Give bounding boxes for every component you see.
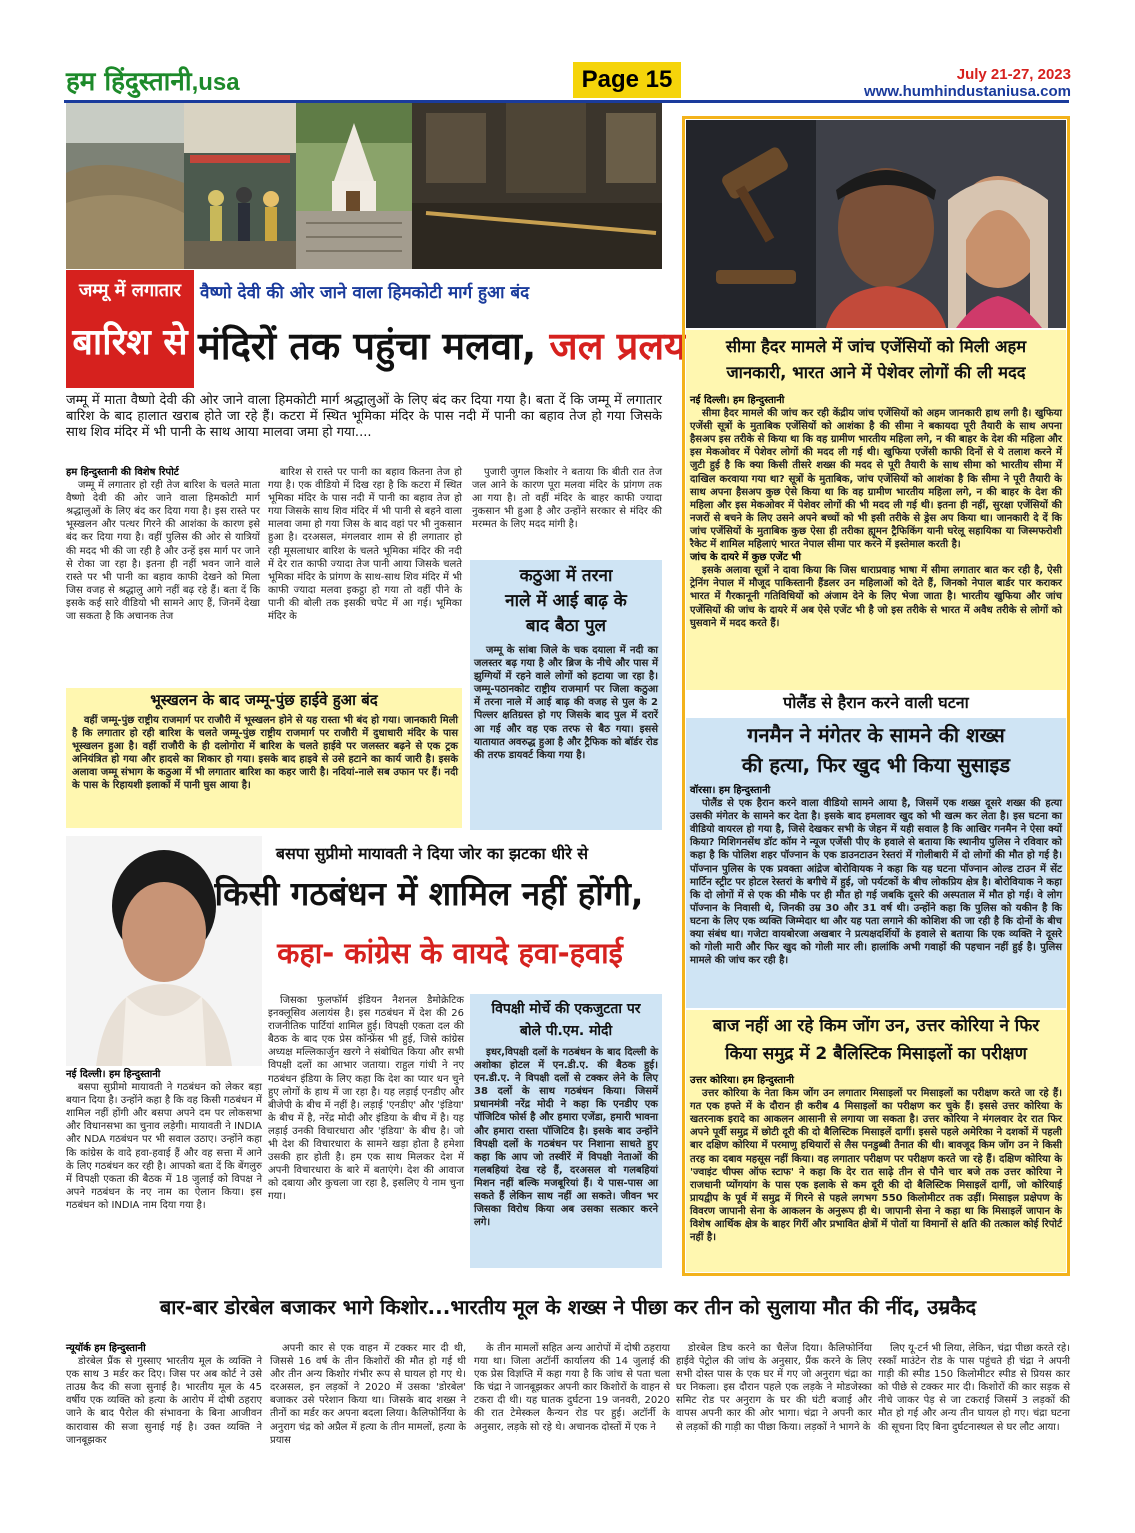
story7-headline: गनमैन ने मंगेतर के सामने की शख्स की हत्या, फिर खुद भी किया सुसाइड bbox=[741, 723, 1011, 777]
story7-body: वॉरसा। हम हिन्दुस्तानी पोलैंड से एक हैरान करने वाला वीडियो सामने आया है, जिसमें एक शख्स दूसरे शख्स की हत्या उसकी मंगेतर के सामने कर देता है। इसके बाद हमलावर खुद को भी खत्म कर लेता है। इस घटना का वीडियो वायरल हो गया है, जिसे देखकर सभी के जेहन में यही सवाल है कि आखिर गनमैन ने ऐसा क्यों किया? मिशिगनसेंथ डॉट कॉम ने न्यूज एजेंसी पीए के हवाले से बताया कि स्थानीय पुलिस ने रविवार को कहा है कि पोलिश शहर पॉज्नान के एक डाउनटाउन रेस्तरां में गोलीबारी में दो लोगों की मौत हो गई है। पॉज्नान पुलिस के एक प्रवक्ता आंद्रेज बोरोविायक ने कहा कि यह घटना पॉज्नान ओल्ड टाउन में सेंट मार्टिन स्ट्रीट पर होटल रेस्तरां के बगीचे में हुई, जो पर्यटकों के बीच लोकप्रिय क्षेत्र है। बोरोवियाक ने कहा कि दो लोगों में से एक की मौके पर ही मौत हो गई जबकि दूसरे की अस्पताल में मौत हो गई। वे लोग पॉज्नान के निवासी थे, जिनकी उम्र 30 और 31 वर्ष थी। उन्होंने कहा कि पुलिस को यकीन है कि घटना के लिए एक व्यक्ति जिम्मेदार था और यह पता लगाने की कोशिश की जा रही है कि दोनों के बीच क्या संबंध था। गजेटा वायबोरजा अखबार ने प्रत्यक्षदर्शियों के हवाले से बताया कि एक व्यक्ति ने दूसरे को गोली मारी और फिर खुद को गोली मार ली। हालांकि अभी गवाहों की पहचान नहीं हुई है। पुलिस मामले की जांच कर रही है। bbox=[690, 785, 1062, 967]
story9-col5: लिए यू-टर्न भी लिया, लेकिन, चंद्रा पीछा करते रहे। रस्कॉं माउंटेन रोड के पास पहुंचते ही चंद्रा ने अपनी गाड़ी की स्पीड 150 किलोमीटर स्पीड से प्रियस कार को पीछे से टक्कर मार दी। किशोरों की कार सड़क से नीचे जाकर पेड़ से जा टकराई जिसमें 3 लड़कों की मौत हो गई और अन्य तीन घायल हो गए। चंद्रा घटना की सूचना दिए बिना दुर्घटनास्थल से घर लौट आया। bbox=[878, 1343, 1070, 1433]
story1-headline bbox=[198, 318, 687, 388]
story6-headline: सीमा हैदर मामले में जांच एजेंसियों को मिली अहम जानकारी, भारत आने में पेशेवर लोगों की ली मदद bbox=[725, 337, 1027, 382]
story9-col3: के तीन मामलों सहित अन्य आरोपों में दोषी ठहराया गया था। जिला अटॉर्नी कार्यालय की 14 जुलाई की एक प्रेस विज्ञप्ति में कहा गया है कि जांच से पता चला कि चंद्रा ने जानबूझकर अपनी कार किशोरों के वाहन से टकरा दी थी। यह घातक दुर्घटना 19 जनवरी, 2020 की रात टेमेस्कल कैन्यन रोड पर हुई। अटॉर्नी के अनुसार, लड़के सो रहे थे। अचानक दोस्तों में एक ने bbox=[474, 1343, 670, 1433]
story1-col2: बारिश से रास्ते पर पानी का बहाव कितना तेज हो गया है। एक वीडियो में दिख रहा है कि कटरा में स्थित भूमिका मंदिर के पास नदी में पानी का बहाव तेज हो गया जिसके साथ शिव मंदिर में भी पानी से बहने वाला मालवा जमा हो गया जिस के बाद वहां पर भी नुकसान हुआ है। दरअसल, मंगलवार शाम से ही लगातार हो रही मूसलाधार बारिश के चलते भूमिका मंदिर की नदी में देर रात काफी ज्यादा तेज पानी आया जिसके चलते भूमिका मंदिर के प्रांगण के साथ-साथ शिव मंदिर में भी काफी ज्यादा मलवा इकट्ठा हो गया तो वहीं पीने के पानी की बोली तक इसकी चपेट में आ गई। भूमिका मंदिर के bbox=[268, 467, 462, 623]
story1-intro: जम्मू में माता वैष्णो देवी की ओर जाने वाला हिमकोटी मार्ग श्रद्धालुओं के लिए बंद कर दिया गया है। बता दें कि जम्मू में लगातार बारिश के बाद हालात खराब होते जा रहे हैं। कटरा में स्थित भूमिका मंदिर के पास नदी में पानी का बहाव तेज हो गया जिसके साथ शिव मंदिर में भी पानी के साथ आया मालवा जमा हो गया.... bbox=[66, 393, 662, 440]
story4-col1: नई दिल्ली। हम हिन्दुस्तानी बसपा सुप्रीमो मायावती ने गठबंधन को लेकर बड़ा बयान दिया है। उन्होंने कहा है कि वह किसी गठबंधन में शामिल नहीं होंगी और बसपा अपने दम पर लोकसभा और विधानसभा का चुनाव लड़ेगी। मायावती ने INDIA और NDA गठबंधन पर भी सवाल उठाए। उन्होंने कहा कि कांग्रेस के वादे हवा-हवाई हैं और वह सत्ता में आने के लिए गठबंधन कर रही है। आपको बता दें कि बेंगलुरु में विपक्षी एकता की बैठक में 18 जुलाई को विपक्ष ने अपने गठबंधन के नए नाम का ऐलान किया। इस गठबंधन को INDIA नाम दिया गया है। bbox=[66, 1069, 262, 1211]
story6-body: नई दिल्ली। हम हिन्दुस्तानी सीमा हैदर मामले की जांच कर रही केंद्रीय जांच एजेंसियों को अहम जानकारी हाथ लगी है। खुफिया एजेंसी सूत्रों के मुताबिक एजेंसियों को आशंका है की सीमा ने बकायदा पूरी तैयारी के साथ अपना हैसअप इस तरीके से किया था कि वह ग्रामीण भारतीय महिला लगे, न की बाहर के देश की महिला और इस मेकओवर में पेशेवर लोगों की मदद ली गई थी। खुफिया एजेंसी काफी दिनों से ये तलाश करने में जुटी हुई है कि क्या किसी तीसरे शख्स की मदद से पूरी तैयारी के साथ सीमा को भारतीय सीमा में दाखिल करवाया गया था? सूत्रों के मुताबिक, जांच एजेंसियों को आशंका है कि सीमा ने पूरी तैयारी के साथ अपना हैसअप कुछ ऐसे किया था कि वह ग्रामीण भारतीय महिला लगे, न की बाहर के देश की महिला और इस मेकओवर में पेशेवर लोगों की भी मदद ली गई थी। इतना ही नहीं, सुरक्षा एजेंसियों की नजरों से बचने के लिए उसने अपने बच्चों को भी इसी तरीके से ड्रेस अप किया था। जानकारी दे दें कि जांच एजेंसियों के मुताबिक कुछ ऐसा ही तरीका ह्यूमन ट्रैफिकिंग यानी घरेलू सहायिका या जिस्मफरोशी रैकेट में शामिल महिलाएं भारत नेपाल सीमा पार करने में इस्तेमाल करती है। जांच के दायरे में कुछ एजेंट भी इसके अलावा सूत्रों ने दावा किया कि जिस धाराप्रवाह भाषा में सीमा लगातार बात कर रही है, ऐसी ट्रेनिंग नेपाल में मौजूद पाकिस्तानी हैंडलर उन महिलाओं को देते हैं, जिनको नेपाल बार्डर पार कराकर भारत में गैरकानूनी गतिविधियों को अंजाम देने के लिए भेजा जाता है। भारतीय खुफिया और जांच एजेंसियों की जांच के दायरे में अब ऐसे एजेंट भी है जो इस तरीके से भारत में अवैध तरीके से लोगों को घुसवाने में मदद करते हैं। bbox=[690, 395, 1062, 629]
story6-subhead: जांच के दायरे में कुछ एजेंट भी bbox=[690, 552, 801, 564]
story9-col2: अपनी कार से एक वाहन में टक्कर मार दी थी, जिससे 16 वर्ष के तीन किशोरों की मौत हो गई थी और तीन अन्य किशोर गंभीर रूप से घायल हो गए थे। दरअसल, इन लड़कों ने 2020 में उसका 'डोरबेल' बजाकर उसे परेशान किया था। जिसके बाद शख्स ने तीनों का मर्डर कर अपना बदला लिया। कैलिफोर्निया के अनुराग चंद्र को अप्रैल में हत्या के तीन मामलों, हत्या के प्रयास bbox=[270, 1343, 466, 1446]
story4-headline: किसी गठबंधन में शामिल नहीं होंगी, bbox=[214, 874, 644, 913]
page-number: Page 15 bbox=[573, 62, 681, 98]
story9-headline: बार-बार डोरबेल बजाकर भागे किशोर...भारतीय मूल के शख्स ने पीछा कर तीन को सुलाया मौत की नींद, उम्रकैद bbox=[159, 1295, 977, 1319]
story5-body: इधर,विपक्षी दलों के गठबंधन के बाद दिल्ली के अशोका होटल में एन.डी.ए. की बैठक हुई। एन.डी.ए. ने विपक्षी दलों से टक्कर लेने के लिए 38 दलों के साथ गठबंधन किया। जिसमें प्रधानमंत्री नरेंद्र मोदी ने कहा कि एनडीए एक पॉजिटिव फोर्स है और हमारा एजेंडा, हमारी भावना और हमारा रास्ता पॉजिटिव है। इसके बाद उन्होंने विपक्षी दलों के गठबंधन पर निशाना साधते हुए कहा कि आप जो तस्वीरें में विपक्षी नेताओं की गलबहियां देख रहे हैं, दरअसल वो गलबहियां मिशन नहीं बल्कि मजबूरियां हैं। ये पास-पास आ सकते हैं लेकिन साथ नहीं आ सकते। जीवन भर जिसका विरोध किया अब उसका सत्कार करने लगे। bbox=[474, 1047, 658, 1229]
story1-headline-red: जल प्रलय bbox=[549, 324, 687, 368]
masthead-logo: हम हिंदुस्तानी,usa bbox=[66, 67, 240, 97]
story1-col3: पुजारी जुगल किशोर ने बताया कि बीती रात तेज जल आने के कारण पूरा मलवा मंदिर के प्रांगण तक आ गया है। तो वहीं मंदिर के बाहर काफी ज्यादा नुकसान भी हुआ है और उन्होंने सरकार से मंदिर की मरम्मत के लिए मदद मांगी है। bbox=[472, 467, 662, 531]
story7-byline: वॉरसा। हम हिन्दुस्तानी bbox=[690, 785, 771, 796]
story8-byline: उत्तर कोरिया। हम हिन्दुस्तानी bbox=[690, 1075, 794, 1086]
story1-subhead: वैष्णो देवी की ओर जाने वाला हिमकोटी मार्ग हुआ बंद bbox=[200, 283, 530, 303]
story4-byline: नई दिल्ली। हम हिन्दुस्तानी bbox=[66, 1069, 161, 1080]
story9-col1: न्यूयॉर्क हम हिन्दुस्तानी डोरबेल प्रैंक से गुस्साए भारतीय मूल के व्यक्ति ने एक साथ 3 मर्डर कर दिए। जिस पर अब कोर्ट ने उसे ताउम्र कैद की सजा सुनाई है। भारतीय मूल के 45 वर्षीय एक व्यक्ति को हत्या के आरोप में दोषी ठहराए जाने के बाद पैरोल की संभावना के बिना आजीवन कारावास की सजा सुनाई गई है। उक्त व्यक्ति ने जानबूझकर bbox=[66, 1343, 262, 1446]
story8-headline: बाज नहीं आ रहे किम जोंग उन, उत्तर कोरिया ने फिर किया समुद्र में 2 बैलिस्टिक मिसाइलों का परीक्षण bbox=[712, 1016, 1040, 1064]
story7-kicker: पोलैंड से हैरान करने वाली घटना bbox=[783, 693, 969, 712]
website-link[interactable]: www.humhindustaniusa.com bbox=[864, 83, 1071, 100]
story1-col1: हम हिन्दुस्तानी की विशेष रिपोर्ट जम्मू में लगातार हो रही तेज बारिश के चलते माता वैष्णो देवी की ओर जाने वाला हिमकोटी मार्ग श्रद्धालुओं के लिए बंद कर दिया गया है। इस रास्ते पर भूस्खलन और पत्थर गिरने की आशंका के कारण इसे बंद कर दिया गया है। वहीं पुलिस की ओर से यात्रियों की मदद भी की जा रही है और उन्हें इस मार्ग पर जाने से रोका जा रहा है। इतना ही नहीं भवन जाने वाले रास्ते पर भी पानी का बहाव काफी देखने को मिला जिस वजह से श्रद्धालु आगे नहीं बढ़ रहे हैं। बता दें कि इसके कई सारे वीडियो भी सामने आए हैं, जिनमें देखा जा सकता है कि अचानक तेज bbox=[66, 467, 260, 623]
story8-body: उत्तर कोरिया। हम हिन्दुस्तानी उत्तर कोरिया के नेता किम जोंग उन लगातार मिसाइलों पर मिसाइलों का परीक्षण करते जा रहे हैं। गत एक हफ्ते में के दौरान ही करीब 4 मिसाइलों का परीक्षण कर चुके हैं। इससे उत्तर कोरिया के खतरनाक इरादे का आकलन आसानी से लगाया जा सकता है। उत्तर कोरिया ने मंगलवार देर रात फिर अपने पूर्वी समुद्र में छोटी दूरी की दो बैलिस्टिक मिसाइलें दागीं। इससे पहले अमेरिका ने दशकों में पहली बार दक्षिण कोरिया में परमाणु हथियारों से लैस पनडुब्बी तैनात की थी। बावजूद किम जोंग उन ने किसी तरह का दबाव महसूस नहीं किया। वह लगातार परीक्षण पर परीक्षण करते जा रहे हैं। दक्षिण कोरिया के 'ज्वाइंट चीफ्स ऑफ स्टाफ' ने कहा कि देर रात साढ़े तीन से पौने चार बजे तक उत्तर कोरिया ने राजधानी प्योंगयांग के पास एक इलाके से कम दूरी की दो बैलिस्टिक मिसाइलें दागीं, जो कोरियाई प्रायद्वीप के पूर्व में समुद्र में गिरने से पहले लगभग 550 किलोमीटर तक उड़ीं। मिसाइल प्रक्षेपण के विवरण जापानी सेना के आकलन के अनुरूप ही थे। जापानी सेना ने कहा था कि मिसाइलें जापान के विशेष आर्थिक क्षेत्र के बाहर गिरीं और प्रभावित क्षेत्रों में पोतों या विमानों से क्षति की तत्काल कोई रिपोर्ट नहीं है। bbox=[690, 1075, 1062, 1244]
story1-kicker-line1: जम्मू में लगातार bbox=[78, 280, 182, 301]
flood-photo-strip bbox=[66, 103, 662, 269]
story4-subhead: कहा- कांग्रेस के वायदे हवा-हवाई bbox=[277, 936, 623, 970]
story1-byline: हम हिन्दुस्तानी की विशेष रिपोर्ट bbox=[66, 467, 179, 478]
story2-headline: भूस्खलन के बाद जम्मू-पुंछ हाईवे हुआ बंद bbox=[150, 691, 378, 709]
story1-kicker-line2: बारिश से bbox=[72, 322, 188, 363]
story1-headline-black: मंदिरों तक पहुंचा मलवा, bbox=[198, 324, 537, 368]
story2-body: वहीं जम्मू-पुंछ राष्ट्रीय राजमार्ग पर राजौरी में भूस्खलन होने से यह रास्ता भी बंद हो गया। जानकारी मिली है कि लगातार हो रही बारिश के चलते जम्मू-पुंछ राष्ट्रीय राजमार्ग पर राजौरी में दुधाधारी मंदिर के पास भूस्खलन हुआ है। वहीं राजौरी के ही दलोगोरा में बारिश के चलते हाईवे पर जलस्तर बढ़ने से एक ट्रक अनियंत्रित हो गया और हादसे का शिकार हो गया। इसके बाद हाइवे से उसे हटाने का कार्य जारी है। इसके अलावा जम्मू संभाग के कठुआ में भी लगातार बारिश का कहर जारी है। नदियां-नाले सब उफान पर हैं। नदी के पास के रिहायशी इलाकों में पानी घुस आया है। bbox=[72, 715, 458, 792]
story5-headline: विपक्षी मोर्चे की एकजुटता पर बोले पी.एम. मोदी bbox=[491, 1001, 641, 1039]
seema-haider-photo bbox=[686, 120, 1066, 328]
story6-byline: नई दिल्ली। हम हिन्दुस्तानी bbox=[690, 395, 785, 406]
story3-body: जम्मू के सांबा जिले के चक दयाला में नदी का जलस्तर बढ़ गया है और ब्रिज के नीचे और पास में झुग्गियों में रहने वाले लोगों को हटाया जा रहा है। जम्मू-पठानकोट राष्ट्रीय राजमार्ग पर जिला कठुआ में तरना नाले में आई बाढ़ की वजह से पुल के 2 पिल्लर क्षतिग्रस्त हो गए जिसके बाद पुल में दरारें आ गई और वह एक तरफ से बैठ गया। इससे यातायात अवरुद्ध हुआ है और ट्रैफिक को बॉर्डर रोड की तरफ डायवर्ट किया गया है। bbox=[474, 645, 659, 761]
story4-kicker: बसपा सुप्रीमो मायावती ने दिया जोर का झटका धीरे से bbox=[275, 844, 589, 863]
story3-headline: कठुआ में तरना नाले में आई बाढ़ के बाद बैठा पुल bbox=[505, 566, 627, 636]
story4-col2: जिसका फुलफॉर्म इंडियन नैशनल डैमोक्रेटिक इनक्लूसिव अलायंस है। इस गठबंधन में देश की 26 राजनीतिक पार्टियां शामिल हुई। विपक्षी एकता दल की बैठक के बाद एक प्रेस कॉन्फ्रेंस भी हुई, जिसे कांग्रेस अध्यक्ष मल्लिकार्जुन खरगे ने संबोधित किया और सभी विपक्षी दलों का आभार जताया। राहुल गांधी ने नए गठबंधन इंडिया के लिए कहा कि देश का प्यार धन चुने हुए लोगों के हाथ में जा रहा है। यह लड़ाई एनडीए और बीजेपी के बीच में नहीं है। लड़ाई 'एनडीए' और 'इंडिया' के बीच में है, नरेंद्र मोदी और इंडिया के बीच में है। यह लड़ाई उनकी विचारधारा और 'इंडिया' के बीच है। जो भी देश की विचारधारा के सामने खड़ा होता है हमेशा उसकी हार होती है। हम एक साथ मिलकर देश में अपनी विचारधारा के बारे में बताएंगे। देश की आवाज को दबाया और कुचला जा रहा है, इसलिए ये नाम चुना गया। bbox=[268, 995, 464, 1203]
story9-byline: न्यूयॉर्क हम हिन्दुस्तानी bbox=[66, 1343, 146, 1354]
story9-col4: डोरबेल डिच करने का चैलेंज दिया। कैलिफोर्निया हाईवे पेट्रोल की जांच के अनुसार, प्रैंक करने के लिए सभी दोस्त पास के एक घर में गए जो अनुराग चंद्रा का घर निकला। इस दौरान पहले एक लड़के ने मोडजेस्का समिट रोड पर अनुराग के घर की घंटी बजाई और वापस अपनी कार की ओर भागा। चंद्रा ने अपनी कार से लड़कों की गाड़ी का पीछा किया। लड़कों ने भागने के bbox=[676, 1343, 872, 1433]
issue-date: July 21-27, 2023 bbox=[956, 66, 1071, 83]
